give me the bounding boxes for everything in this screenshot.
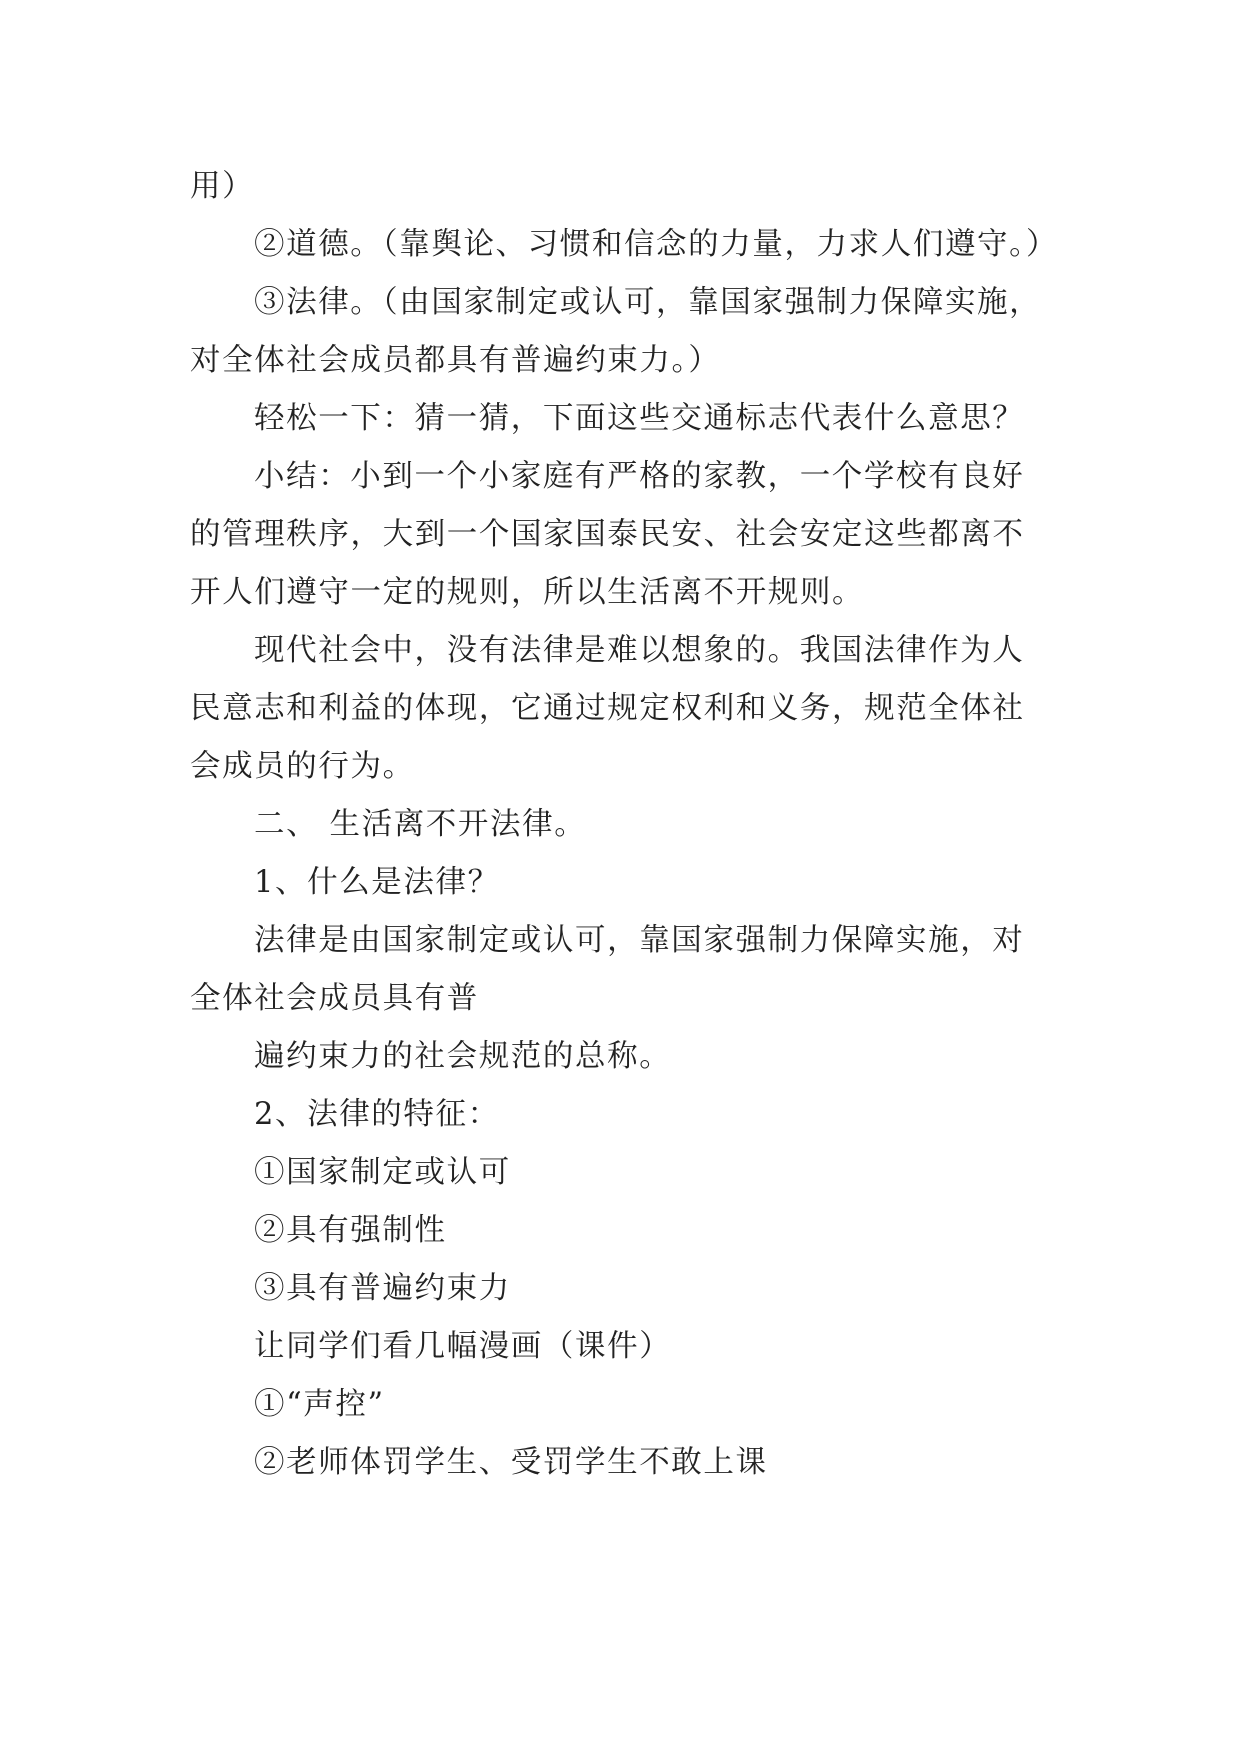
paragraph: ③法律。（由国家制定或认可，靠国家强制力保障实施，对全体社会成员都具有普遍约束力。） xyxy=(190,285,1042,378)
list-item: ②具有强制性 xyxy=(254,1213,447,1248)
list-item: ①国家制定或认可 xyxy=(254,1155,511,1190)
list-item: ②老师体罚学生、受罚学生不敢上课 xyxy=(254,1445,768,1480)
paragraph: 遍约束力的社会规范的总称。 xyxy=(254,1039,672,1074)
section-heading: 二、 生活离不开法律。 xyxy=(254,807,587,842)
list-item: ③具有普遍约束力 xyxy=(254,1271,511,1306)
question-heading: 1、什么是法律？ xyxy=(254,865,500,900)
paragraph: ②道德。（靠舆论、习惯和信念的力量，力求人们遵守。） xyxy=(254,227,1059,262)
list-item: ①“声控” xyxy=(254,1387,385,1422)
paragraph: 让同学们看几幅漫画（课件） xyxy=(254,1329,672,1364)
paragraph: 轻松一下：猜一猜，下面这些交通标志代表什么意思？ xyxy=(254,401,1025,436)
paragraph: 小结：小到一个小家庭有严格的家教，一个学校有良好的管理秩序，大到一个国家国泰民安、社会安定这些都离不开人们遵守一定的规则，所以生活离不开规则。 xyxy=(190,459,1025,610)
paragraph: 用） xyxy=(190,169,255,204)
paragraph: 法律是由国家制定或认可，靠国家强制力保障实施，对全体社会成员具有普 xyxy=(190,923,1025,1016)
document-body xyxy=(190,158,1059,1492)
subheading: 2、法律的特征： xyxy=(254,1097,500,1132)
paragraph: 现代社会中，没有法律是难以想象的。我国法律作为人民意志和利益的体现，它通过规定权利和义务，规范全体社会成员的行为。 xyxy=(190,633,1025,784)
